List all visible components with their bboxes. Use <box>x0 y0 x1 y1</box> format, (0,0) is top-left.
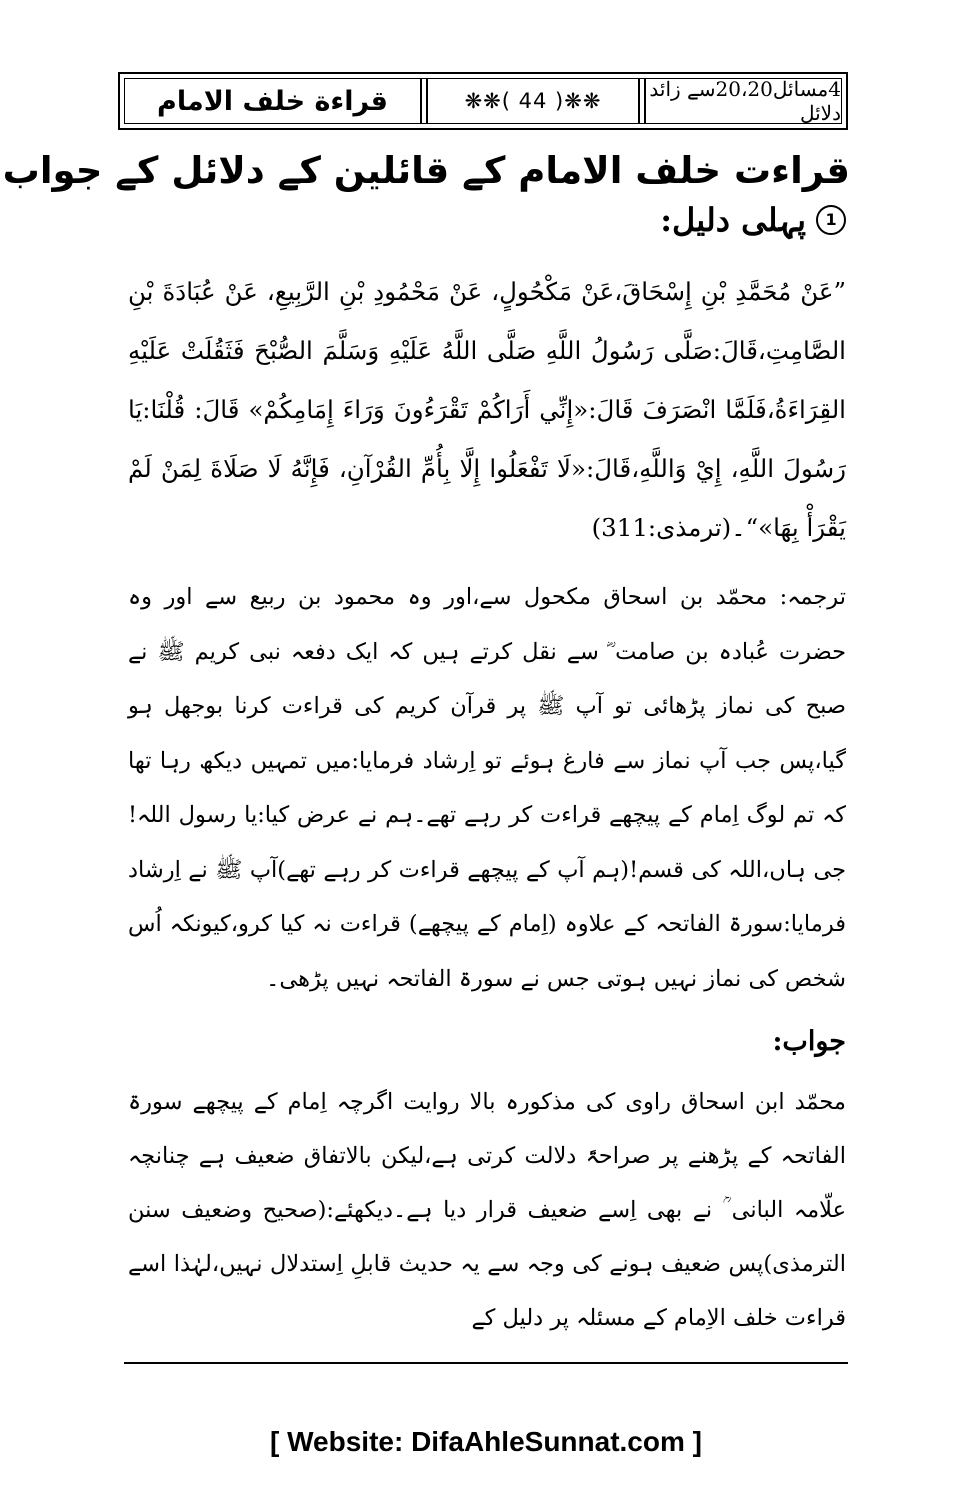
header-page-number: ❋❋( 44 )❋❋ <box>464 89 602 113</box>
page-header-inner <box>124 78 842 124</box>
answer-text: محمّد ابن اسحاق راوی کی مذکورہ بالا روایت اگرچہ اِمام کے پیچھے سورۃ الفاتحہ کے پڑھنے پر صراحۃً دلالت کرتی ہے،لیکن بالاتفاق ضعیف ہے چنانچہ علّامہ البانی ؒ نے بھی اِسے ضعیف قرار دیا ہے۔دیکھئے:(صحیح وضعیف سنن الترمذی)پس ضعیف ہونے کی وجہ سے یہ حدیث قابلِ اِستدلال نہیں،لہٰذا اسے قراءت خلف الاِمام کے مسئلہ پر دلیل کے <box>128 1089 846 1331</box>
header-divider <box>420 79 428 123</box>
urdu-translation: ترجمہ: محمّد بن اسحاق مکحول سے،اور وہ محمود بن ربیع سے اور وہ حضرت عُبادہ بن صامت ؓ سے نقل کرتے ہیں کہ ایک دفعہ نبی کریم ﷺ نے صبح کی نماز پڑھائی تو آپ ﷺ پر قرآن کریم کی قراءت کرنا بوجھل ہو گیا،پس جب آپ نماز سے فارغ ہوئے تو اِرشاد فرمایا:میں تمہیں دیکھ رہا تھا کہ تم لوگ اِمام کے پیچھے قراءت کر رہے تھے۔ہم نے عرض کیا:یا رسول اللہ!جی ہاں،اللہ کی قسم!(ہم آپ کے پیچھے قراءت کر رہے تھے)آپ ﷺ نے اِرشاد فرمایا:سورۃ الفاتحہ کے علاوہ (اِمام کے پیچھے) قراءت نہ کیا کرو،کیونکہ اُس شخص کی نماز نہیں ہوتی جس نے سورۃ الفاتحہ نہیں پڑھی۔ <box>128 584 846 992</box>
header-book-info: 4مسائل20،20سے زائد دلائل <box>649 77 841 125</box>
page-header <box>118 72 848 130</box>
evidence-number-badge: 1 <box>816 205 846 235</box>
arabic-hadith-text: ”عَنْ مُحَمَّدِ بْنِ إِسْحَاقَ،عَنْ مَكْحُولٍ، عَنْ مَحْمُودِ بْنِ الرَّبِيعِ، عَنْ عُبَادَةَ بْنِ الصَّامِتِ،قَالَ:صَلَّى رَسُولُ اللَّهِ صَلَّى اللَّهُ عَلَيْهِ وَسَلَّمَ الصُّبْحَ فَثَقُلَتْ عَلَيْهِ القِرَاءَةُ،فَلَمَّا انْصَرَفَ قَالَ:«إِنِّي أَرَاكُمْ تَقْرَءُونَ وَرَاءَ إِمَامِكُمْ» قَالَ: قُلْنَا:يَا رَسُولَ اللَّهِ، إِيْ وَاللَّهِ،قَالَ:«لَا تَفْعَلُوا إِلَّا بِأُمِّ القُرْآنِ، فَإِنَّهُ لَا صَلَاةَ لِمَنْ لَمْ يَقْرَأْ بِهَا»“۔(ترمذی:311) <box>128 277 846 542</box>
header-topic: قراءة خلف الامام <box>157 85 388 117</box>
footer-divider <box>124 1362 848 1364</box>
answer-heading: جواب: <box>772 1026 846 1057</box>
header-divider <box>638 79 646 123</box>
main-heading: قراءت خلف الامام کے قائلین کے دلائل کے جواب <box>2 149 850 192</box>
website-footer: [ Website: DifaAhleSunnat.com ] <box>270 1426 702 1457</box>
sub-heading <box>660 195 846 245</box>
sub-heading-label: پہلی دلیل: <box>660 201 806 239</box>
